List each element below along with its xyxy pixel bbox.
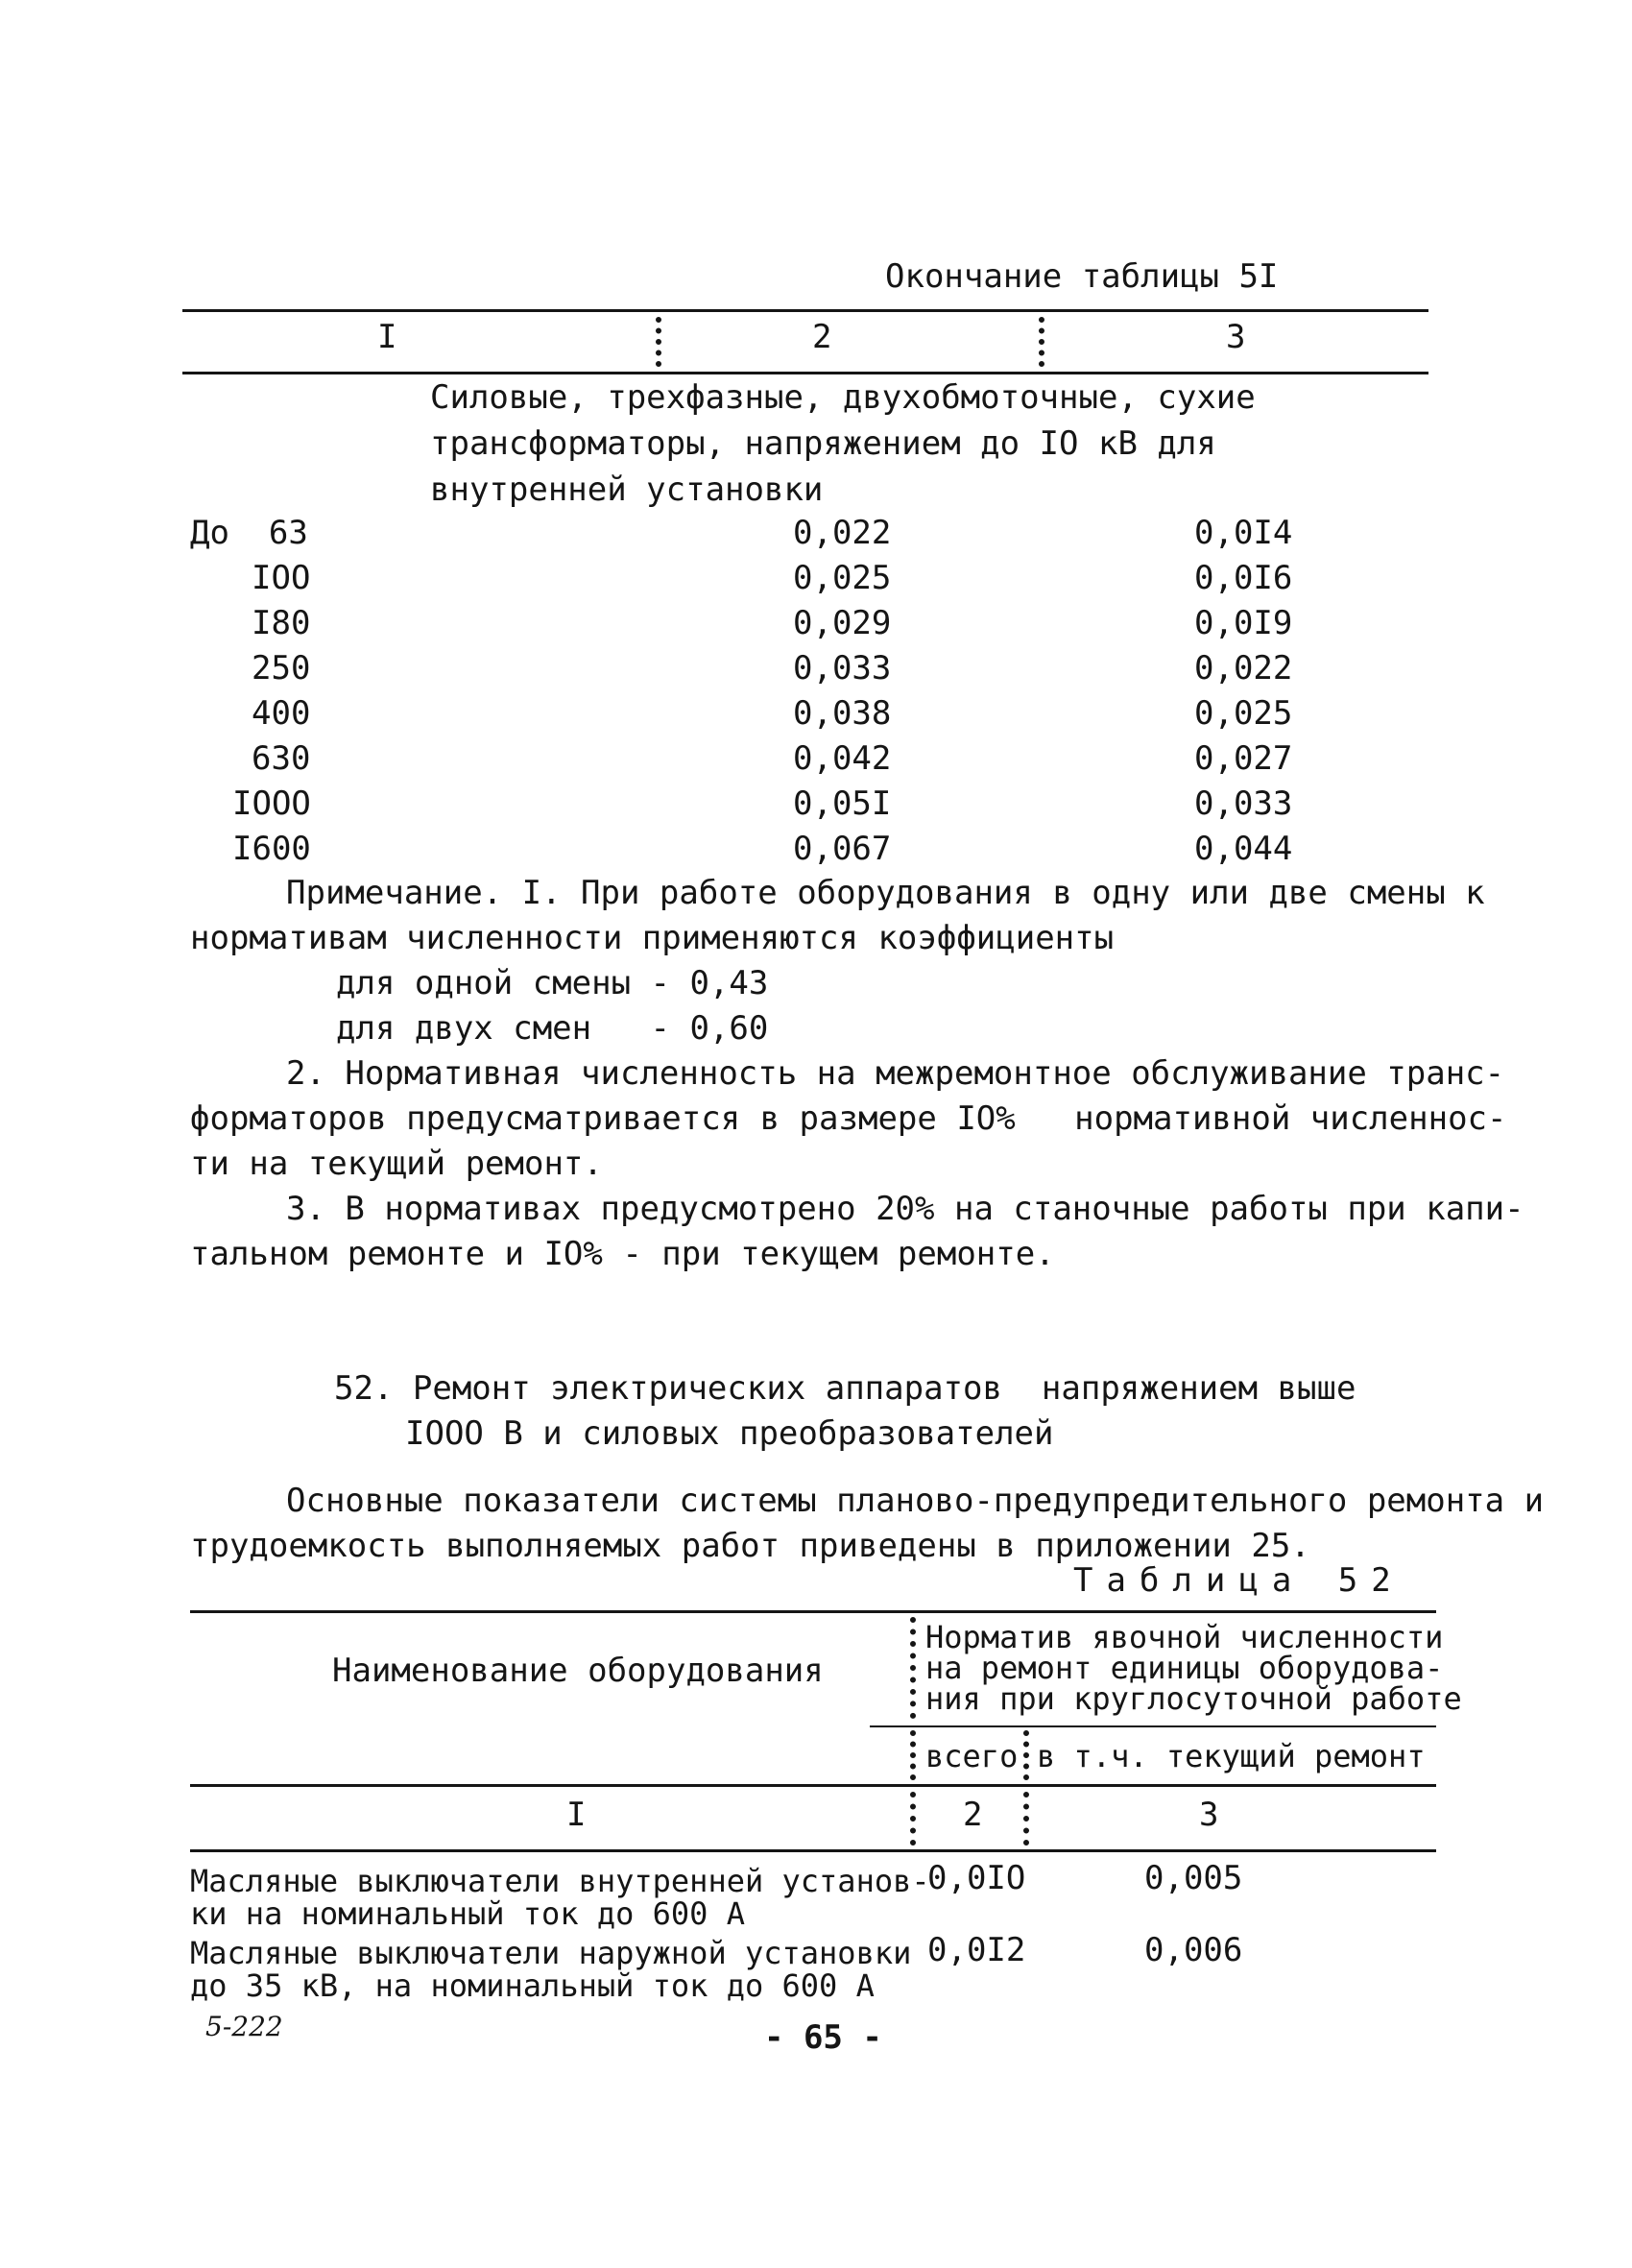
- table51-row-value-col3: 0,027: [1194, 739, 1293, 778]
- table52-row-current: 0,005: [1144, 1859, 1243, 1897]
- table52-colnum-rule: [190, 1849, 1436, 1852]
- table51-header-separator: [1039, 317, 1044, 367]
- table52-colnum-separator: [910, 1792, 916, 1846]
- section-52-heading: 52. Ремонт электрических аппаратов напряжением выше: [334, 1369, 1356, 1408]
- table51-row-label: 400: [252, 694, 311, 733]
- table52-subheader-total: всего: [925, 1738, 1019, 1774]
- table51-header-separator: [656, 317, 661, 367]
- table51-row-value-col2: 0,029: [793, 604, 892, 642]
- note-2-line: 2. Нормативная численность на межремонтное обслуживание транс-: [286, 1054, 1505, 1093]
- table51-caption: Окончание таблицы 5I: [885, 257, 1279, 296]
- table52-row-name: Масляные выключатели наружной установки: [190, 1935, 912, 1971]
- table52-subheader-current: в т.ч. текущий ремонт: [1037, 1738, 1426, 1774]
- page-number: - 65 -: [764, 2018, 882, 2057]
- table51-header-col1: I: [377, 318, 397, 356]
- section-52-paragraph: Основные показатели системы планово-предупредительного ремонта и: [286, 1482, 1545, 1520]
- table52-row-total: 0,0IO: [927, 1859, 1026, 1897]
- table51-header-col3: 3: [1226, 318, 1246, 356]
- table51-row-value-col2: 0,033: [793, 649, 892, 688]
- handwritten-mark: 5-222: [205, 2011, 283, 2042]
- table52-top-rule: [190, 1610, 1436, 1613]
- table51-row-value-col3: 0,025: [1194, 694, 1293, 733]
- table52-norm-header-line: Норматив явочной численности: [925, 1619, 1444, 1655]
- table51-row-label: I80: [252, 604, 311, 642]
- table51-section-line: внутренней установки: [430, 470, 824, 509]
- note-3-line: 3. В нормативах предусмотрено 20% на станочные работы при капи-: [286, 1190, 1524, 1228]
- section-52-heading: IOOO В и силовых преобразователей: [405, 1414, 1054, 1453]
- note-1-coefficient-one-shift: для одной смены - 0,43: [336, 964, 769, 1002]
- table52-col1-header: Наименование оборудования: [332, 1652, 824, 1690]
- table51-row-value-col2: 0,05I: [793, 784, 892, 823]
- table51-header-col2: 2: [812, 318, 832, 356]
- table51-row-label: IOO: [252, 559, 311, 597]
- table51-row-label: До 63: [190, 514, 308, 552]
- table52-caption: Таблица 52: [1073, 1561, 1404, 1600]
- table51-row-value-col2: 0,042: [793, 739, 892, 778]
- table51-header-rule: [182, 372, 1428, 374]
- table51-row-label: IOOO: [232, 784, 311, 823]
- table51-row-value-col2: 0,067: [793, 830, 892, 868]
- table52-norm-header-line: на ремонт единицы оборудова-: [925, 1650, 1444, 1686]
- table52-colnum-2: 2: [963, 1796, 983, 1834]
- table52-row-name: до 35 кВ, на номинальный ток до 600 А: [190, 1967, 875, 2004]
- table51-row-label: 630: [252, 739, 311, 778]
- table51-row-value-col2: 0,038: [793, 694, 892, 733]
- table52-colnum-3: 3: [1199, 1796, 1219, 1834]
- table51-row-value-col2: 0,022: [793, 514, 892, 552]
- note-1-line: Примечание. I. При работе оборудования в одну или две смены к: [286, 874, 1485, 912]
- table51-row-value-col3: 0,0I6: [1194, 559, 1293, 597]
- table52-header-separator: [910, 1617, 916, 1719]
- table51-row-label: 250: [252, 649, 311, 688]
- note-1-coefficient-two-shifts: для двух смен - 0,60: [336, 1009, 769, 1048]
- table52-row-name: Масляные выключатели внутренней установ-: [190, 1863, 930, 1899]
- table52-row-name: ки на номинальный ток до 600 А: [190, 1895, 745, 1932]
- table51-row-value-col3: 0,022: [1194, 649, 1293, 688]
- table51-row-value-col3: 0,033: [1194, 784, 1293, 823]
- section-52-paragraph: трудоемкость выполняемых работ приведены в приложении 25.: [190, 1527, 1310, 1565]
- table52-header-rule: [190, 1784, 1436, 1787]
- table51-row-value-col3: 0,0I4: [1194, 514, 1293, 552]
- note-1-line: нормативам численности применяются коэффициенты: [190, 919, 1115, 957]
- table52-colnum-separator: [1023, 1792, 1029, 1846]
- table51-section-line: трансформаторы, напряжением до IO кВ для: [430, 424, 1216, 463]
- table52-subheader-separator: [1023, 1730, 1029, 1780]
- table52-row-total: 0,0I2: [927, 1931, 1026, 1969]
- table52-row-current: 0,006: [1144, 1931, 1243, 1969]
- table52-subheader-rule: [870, 1725, 1436, 1727]
- table52-norm-header-line: ния при круглосуточной работе: [925, 1680, 1462, 1717]
- table51-row-value-col2: 0,025: [793, 559, 892, 597]
- note-2-line: форматоров предусматривается в размере IO% нормативной численнос-: [190, 1099, 1507, 1138]
- table52-subheader-separator: [910, 1730, 916, 1780]
- table51-top-rule: [182, 309, 1428, 312]
- note-2-line: ти на текущий ремонт.: [190, 1145, 603, 1183]
- table51-section-line: Силовые, трехфазные, двухобмоточные, сухие: [430, 378, 1256, 417]
- table52-colnum-1: I: [566, 1796, 587, 1834]
- table51-row-label: I600: [232, 830, 311, 868]
- note-3-line: тальном ремонте и IO% - при текущем ремонте.: [190, 1235, 1055, 1273]
- table51-row-value-col3: 0,0I9: [1194, 604, 1293, 642]
- table51-row-value-col3: 0,044: [1194, 830, 1293, 868]
